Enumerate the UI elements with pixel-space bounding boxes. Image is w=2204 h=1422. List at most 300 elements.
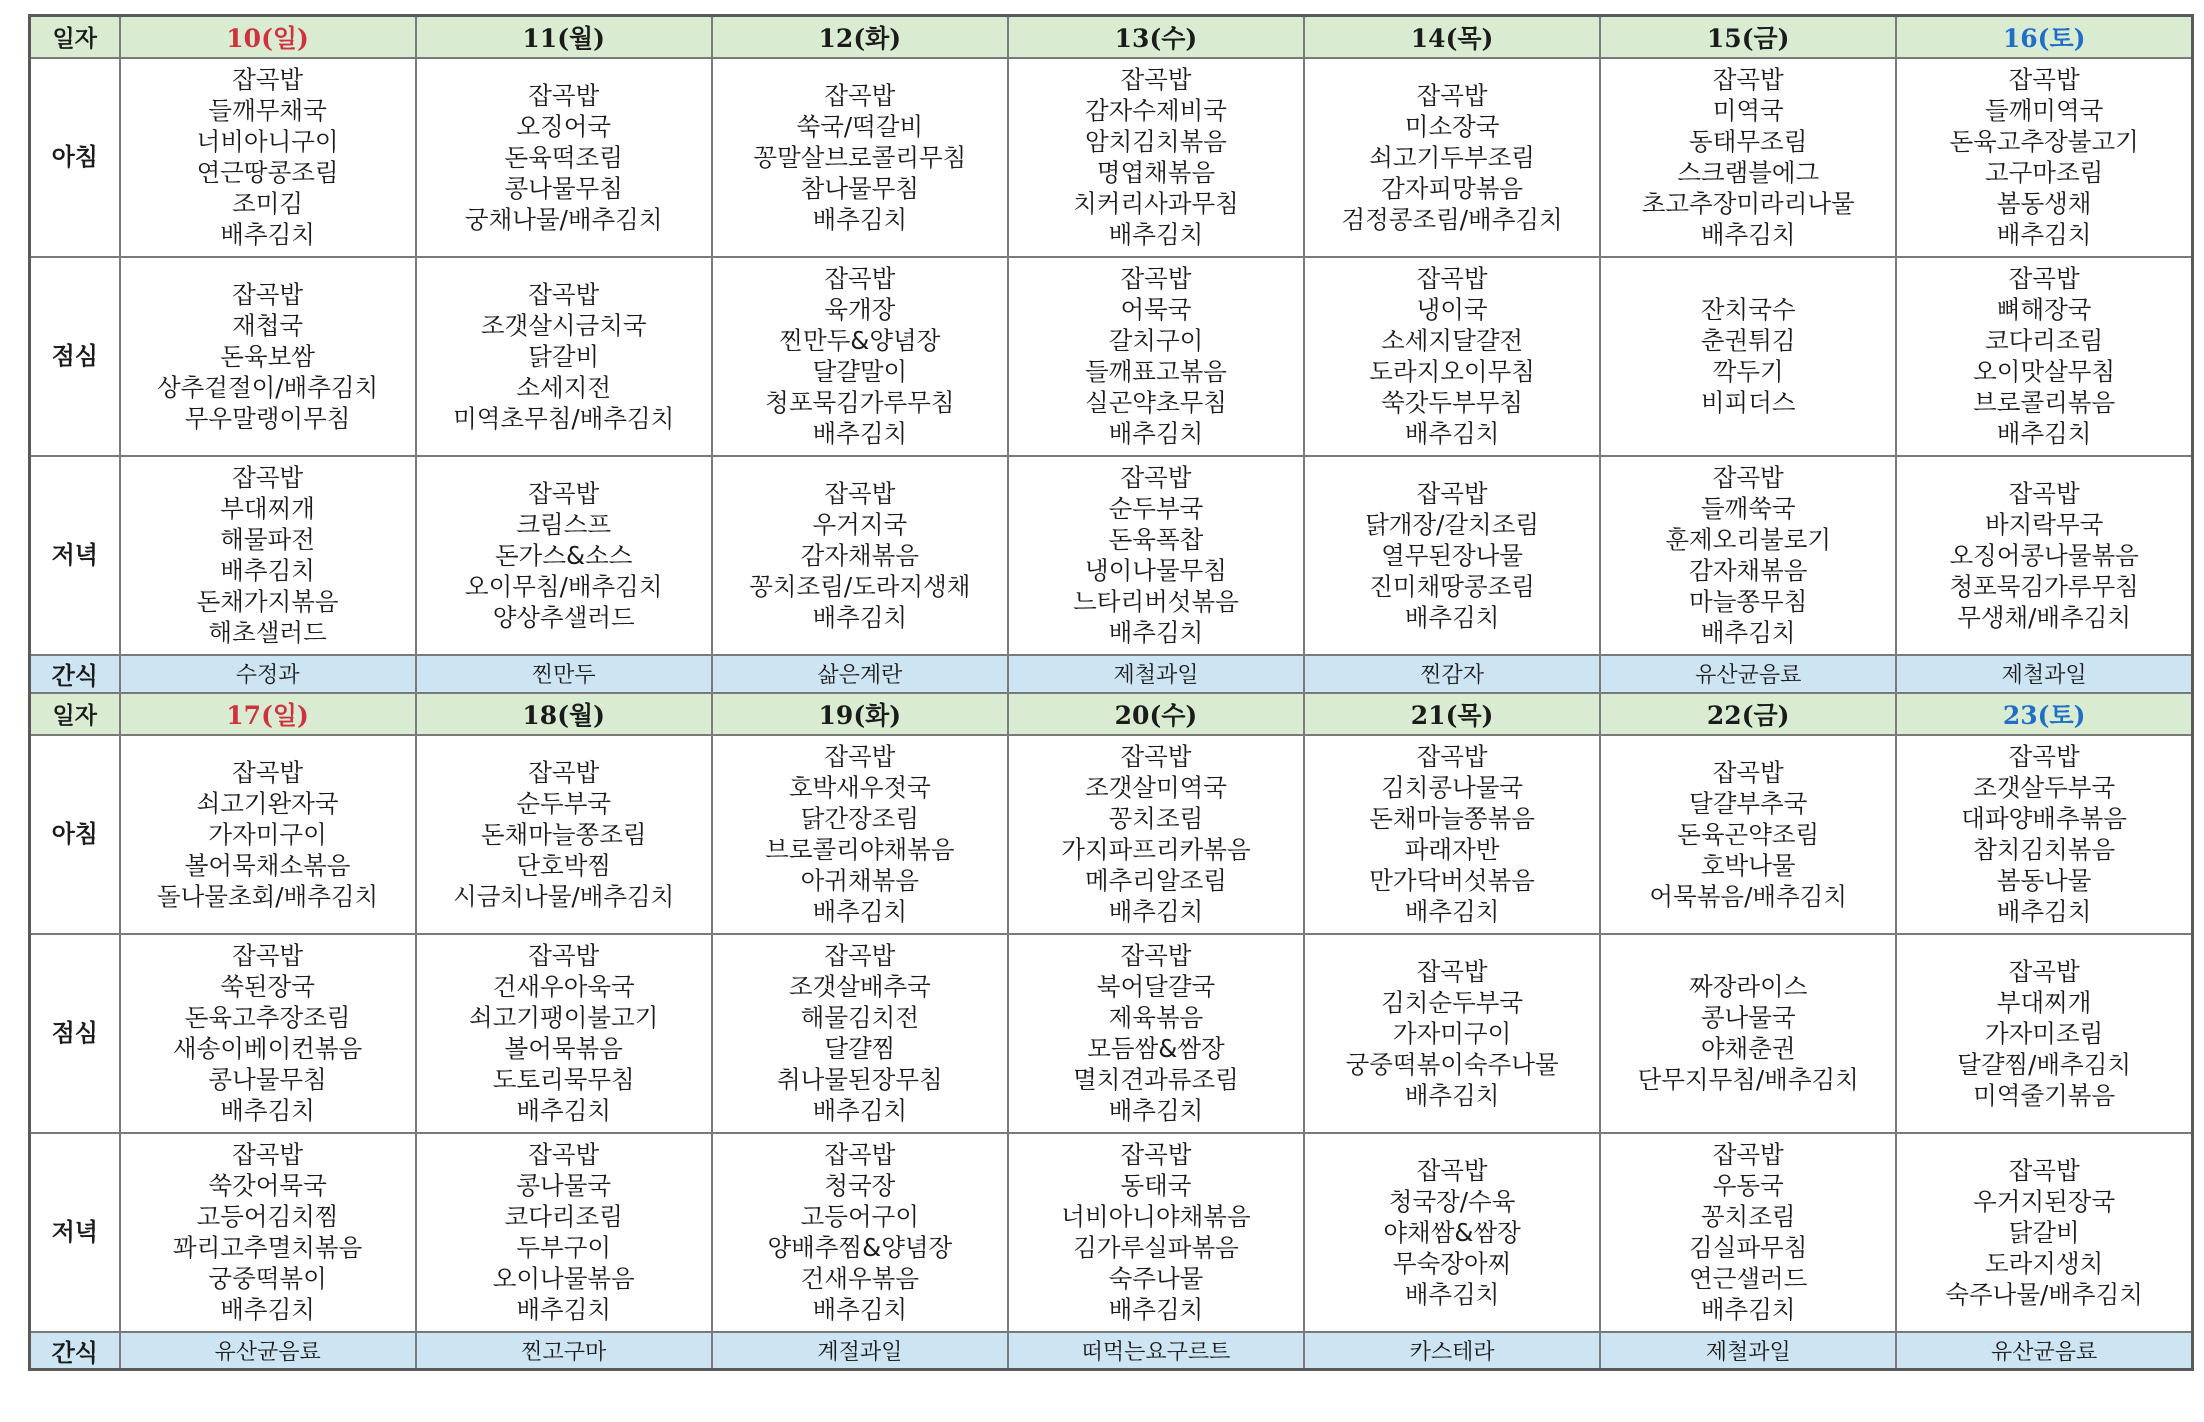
dish-item: 쑥갓어묵국 bbox=[208, 1171, 327, 1200]
date-row bbox=[30, 693, 2193, 735]
dish-item: 배추김치 bbox=[220, 556, 315, 585]
dish-item: 동태무조림 bbox=[1689, 127, 1808, 156]
dish-item: 잡곡밥 bbox=[528, 941, 600, 970]
snack-cell: 유산균음료 bbox=[1600, 655, 1896, 693]
dinner-cell bbox=[1896, 456, 2192, 655]
dish-item: 너비아니야채볶음 bbox=[1061, 1202, 1251, 1231]
dish-item: 배추김치 bbox=[1700, 1295, 1796, 1324]
dish-item: 콩나물국 bbox=[1700, 1003, 1796, 1032]
dish-item: 오이맛살무침 bbox=[1973, 357, 2116, 386]
dish-item: 잡곡밥 bbox=[2008, 264, 2080, 293]
dish-item: 닭갈비 bbox=[2008, 1217, 2080, 1247]
dish-item: 콩나물국 bbox=[516, 1171, 612, 1200]
breakfast-cell bbox=[712, 735, 1008, 934]
dish-item: 꽁치조림 bbox=[1700, 1202, 1796, 1231]
dish-item: 조갯살시금치국 bbox=[480, 310, 647, 340]
row-label-snack: 간식 bbox=[30, 655, 120, 693]
dish-item: 조갯살배추국 bbox=[788, 972, 931, 1001]
dish-item: 잡곡밥 bbox=[1416, 80, 1488, 110]
dish-item: 건새우아욱국 bbox=[492, 972, 635, 1001]
dish-item: 육개장 bbox=[824, 295, 896, 324]
dish-item: 배추김치 bbox=[220, 1295, 315, 1324]
dish-item: 무우말랭이무침 bbox=[184, 403, 351, 433]
date-header: 13(수) bbox=[1008, 16, 1304, 58]
dish-item: 오징어국 bbox=[516, 111, 612, 141]
dish-item: 제육볶음 bbox=[1108, 1003, 1204, 1032]
dish-item: 배추김치 bbox=[516, 1295, 612, 1324]
dish-item: 청국장/수육 bbox=[1388, 1186, 1516, 1216]
date-header: 11(월) bbox=[416, 16, 712, 58]
dish-item: 시금치나물/배추김치 bbox=[453, 881, 675, 911]
dish-item: 달걀말이 bbox=[812, 357, 908, 386]
dish-item: 어묵국 bbox=[1120, 295, 1192, 324]
dish-item: 잡곡밥 bbox=[2008, 1155, 2080, 1185]
dish-item: 배추김치 bbox=[812, 1096, 908, 1125]
dinner-cell bbox=[712, 1133, 1008, 1332]
row-label-dinner: 저녁 bbox=[30, 1133, 120, 1332]
dish-item: 돈육고추장조림 bbox=[184, 1003, 351, 1032]
dish-item: 잡곡밥 bbox=[1120, 941, 1192, 970]
dish-item: 잡곡밥 bbox=[1712, 757, 1784, 787]
snack-cell: 찐만두 bbox=[416, 655, 712, 693]
dish-item: 야채쌈&쌈장 bbox=[1383, 1217, 1521, 1247]
dish-item: 잡곡밥 bbox=[1416, 478, 1488, 508]
dish-item: 배추김치 bbox=[812, 1295, 908, 1324]
row-label-snack: 간식 bbox=[30, 1332, 120, 1370]
dish-item: 도토리묵무침 bbox=[492, 1065, 635, 1094]
dish-item: 들깨미역국 bbox=[1984, 96, 2104, 125]
dish-item: 춘권튀김 bbox=[1700, 326, 1796, 355]
dish-item: 배추김치 bbox=[516, 1096, 612, 1125]
breakfast-cell bbox=[1008, 735, 1304, 934]
snack-cell: 삶은계란 bbox=[712, 655, 1008, 693]
dish-item: 취나물된장무침 bbox=[777, 1065, 943, 1094]
dish-item: 냉이나물무침 bbox=[1084, 556, 1227, 585]
dish-item: 잡곡밥 bbox=[824, 1140, 896, 1169]
meal-plan bbox=[28, 14, 2194, 1371]
dish-item: 단무지무침/배추김치 bbox=[1637, 1065, 1859, 1094]
dish-item: 돈육곤약조림 bbox=[1677, 819, 1820, 849]
dish-item: 조갯살미역국 bbox=[1084, 773, 1227, 802]
dinner-cell bbox=[416, 1133, 712, 1332]
dish-item: 돈채마늘쫑조림 bbox=[480, 819, 647, 849]
date-header: 22(금) bbox=[1600, 693, 1896, 735]
dish-item: 배추김치 bbox=[1404, 602, 1500, 632]
dish-item: 궁채나물/배추김치 bbox=[464, 204, 663, 234]
dish-item: 닭개장/갈치조림 bbox=[1365, 509, 1540, 539]
dish-item: 볼어묵채소볶음 bbox=[184, 850, 351, 880]
dish-item: 쇠고기두부조림 bbox=[1369, 142, 1535, 172]
dish-item: 감자채볶음 bbox=[800, 540, 920, 570]
snack-cell: 카스테라 bbox=[1304, 1332, 1600, 1370]
dish-item: 고등어김치찜 bbox=[196, 1202, 339, 1231]
dish-item: 찐만두&양념장 bbox=[779, 326, 941, 355]
dish-item: 꽁치조림 bbox=[1108, 804, 1204, 833]
dish-item: 배추김치 bbox=[1404, 1279, 1500, 1309]
dish-item: 돌나물초회/배추김치 bbox=[156, 881, 379, 911]
dish-item: 잡곡밥 bbox=[528, 80, 600, 110]
dish-item: 돈육고추장불고기 bbox=[1949, 127, 2139, 156]
dish-item: 돈가스&소스 bbox=[494, 540, 633, 570]
dish-item: 잡곡밥 bbox=[232, 463, 304, 492]
date-header: 16(토) bbox=[1896, 16, 2192, 58]
snack-cell: 유산균음료 bbox=[1896, 1332, 2192, 1370]
dish-item: 잡곡밥 bbox=[1416, 264, 1488, 293]
dinner-row bbox=[30, 1133, 2193, 1332]
dish-item: 잡곡밥 bbox=[824, 941, 896, 970]
dish-item: 연근땅콩조림 bbox=[196, 158, 339, 187]
dish-item: 배추김치 bbox=[1108, 419, 1204, 448]
dish-item: 궁중떡볶이 bbox=[208, 1264, 327, 1293]
dish-item: 잡곡밥 bbox=[824, 478, 896, 508]
breakfast-cell bbox=[712, 58, 1008, 257]
lunch-cell bbox=[120, 934, 416, 1133]
dish-item: 잡곡밥 bbox=[232, 65, 304, 94]
dish-item: 청포묵김가루무침 bbox=[1949, 571, 2139, 601]
dish-item: 잡곡밥 bbox=[1120, 742, 1192, 771]
dish-item: 잡곡밥 bbox=[528, 1140, 600, 1169]
date-header: 14(목) bbox=[1304, 16, 1600, 58]
dish-item: 배추김치 bbox=[812, 204, 908, 234]
dish-item: 도라지오이무침 bbox=[1369, 357, 1535, 386]
lunch-cell bbox=[416, 257, 712, 456]
dish-item: 쇠고기팽이불고기 bbox=[469, 1003, 659, 1032]
lunch-cell bbox=[712, 257, 1008, 456]
dish-item: 느타리버섯볶음 bbox=[1073, 587, 1239, 616]
dish-item: 잔치국수 bbox=[1700, 295, 1796, 324]
breakfast-cell bbox=[1304, 58, 1600, 257]
dish-item: 암치김치볶음 bbox=[1084, 127, 1227, 156]
dish-item: 배추김치 bbox=[1404, 1080, 1500, 1110]
dish-item: 들깨쑥국 bbox=[1700, 494, 1796, 523]
dish-item: 우거지된장국 bbox=[1973, 1186, 2116, 1216]
snack-cell: 수정과 bbox=[120, 655, 416, 693]
lunch-cell bbox=[1008, 934, 1304, 1133]
dish-item: 쑥국/떡갈비 bbox=[796, 111, 924, 141]
dish-item: 오이나물볶음 bbox=[492, 1264, 635, 1293]
dish-item: 쑥된장국 bbox=[220, 972, 315, 1001]
dish-item: 명엽채볶음 bbox=[1096, 158, 1216, 187]
row-label-breakfast: 아침 bbox=[30, 58, 120, 257]
dish-item: 부대찌개 bbox=[1996, 987, 2092, 1017]
dish-item: 오이무침/배추김치 bbox=[464, 571, 663, 601]
snack-row bbox=[30, 655, 2193, 693]
date-row bbox=[30, 16, 2193, 58]
date-header: 15(금) bbox=[1600, 16, 1896, 58]
dish-item: 쑥갓두부무침 bbox=[1381, 388, 1524, 417]
dish-item: 배추김치 bbox=[1996, 220, 2092, 249]
dish-item: 마늘쫑무침 bbox=[1689, 587, 1808, 616]
row-label-lunch: 점심 bbox=[30, 257, 120, 456]
lunch-cell bbox=[1896, 257, 2192, 456]
dish-item: 배추김치 bbox=[812, 602, 908, 632]
dish-item: 훈제오리불로기 bbox=[1665, 525, 1832, 554]
lunch-cell bbox=[1896, 934, 2192, 1133]
dish-item: 미역초무침/배추김치 bbox=[453, 403, 675, 433]
dinner-cell bbox=[712, 456, 1008, 655]
dish-item: 달걀찜 bbox=[824, 1034, 896, 1063]
dish-item: 배추김치 bbox=[1404, 897, 1500, 926]
dish-item: 청포묵김가루무침 bbox=[765, 388, 955, 417]
dish-item: 달걀찜/배추김치 bbox=[1957, 1049, 2132, 1079]
dish-item: 미역줄기볶음 bbox=[1973, 1080, 2116, 1110]
dish-item: 재첩국 bbox=[232, 310, 304, 340]
dish-item: 부대찌개 bbox=[220, 494, 315, 523]
dinner-cell bbox=[120, 1133, 416, 1332]
dish-item: 배추김치 bbox=[1108, 618, 1204, 647]
dish-item: 배추김치 bbox=[1404, 419, 1500, 448]
dish-item: 김실파무침 bbox=[1689, 1233, 1808, 1262]
dish-item: 비피더스 bbox=[1700, 388, 1796, 417]
snack-cell: 계절과일 bbox=[712, 1332, 1008, 1370]
dish-item: 닭간장조림 bbox=[800, 804, 920, 833]
snack-cell: 찐감자 bbox=[1304, 655, 1600, 693]
breakfast-row bbox=[30, 58, 2193, 257]
dinner-cell bbox=[120, 456, 416, 655]
dish-item: 배추김치 bbox=[812, 897, 908, 926]
dish-item: 우거지국 bbox=[812, 509, 908, 539]
dish-item: 조갯살두부국 bbox=[1973, 773, 2116, 802]
lunch-cell bbox=[1600, 257, 1896, 456]
row-label-breakfast: 아침 bbox=[30, 735, 120, 934]
dish-item: 동태국 bbox=[1120, 1171, 1192, 1200]
dish-item: 돈육폭찹 bbox=[1108, 525, 1204, 554]
dish-item: 브로콜리볶음 bbox=[1973, 388, 2116, 417]
dish-item: 해물김치전 bbox=[800, 1003, 920, 1032]
dish-item: 너비아니구이 bbox=[196, 127, 339, 156]
dinner-cell bbox=[1008, 456, 1304, 655]
lunch-cell bbox=[1008, 257, 1304, 456]
dish-item: 순두부국 bbox=[1108, 494, 1204, 523]
dinner-cell bbox=[1008, 1133, 1304, 1332]
dish-item: 열무된장나물 bbox=[1381, 540, 1524, 570]
date-header: 23(토) bbox=[1896, 693, 2192, 735]
dish-item: 잡곡밥 bbox=[2008, 956, 2080, 986]
dish-item: 브로콜리야채볶음 bbox=[765, 835, 955, 864]
lunch-cell bbox=[712, 934, 1008, 1133]
dinner-cell bbox=[1304, 456, 1600, 655]
dish-item: 해물파전 bbox=[220, 525, 315, 554]
dish-item: 가지파프리카볶음 bbox=[1061, 835, 1251, 864]
dish-item: 배추김치 bbox=[220, 220, 315, 249]
dish-item: 두부구이 bbox=[516, 1233, 612, 1262]
dish-item: 잡곡밥 bbox=[824, 742, 896, 771]
snack-row bbox=[30, 1332, 2193, 1370]
dish-item: 배추김치 bbox=[1996, 897, 2092, 926]
dish-item: 조미김 bbox=[232, 189, 304, 218]
lunch-cell bbox=[120, 257, 416, 456]
snack-cell: 제철과일 bbox=[1896, 655, 2192, 693]
date-header: 21(목) bbox=[1304, 693, 1600, 735]
dish-item: 감자채볶음 bbox=[1689, 556, 1808, 585]
dish-item: 잡곡밥 bbox=[824, 264, 896, 293]
dish-item: 배추김치 bbox=[1700, 618, 1796, 647]
dish-item: 바지락무국 bbox=[1984, 509, 2104, 539]
dish-item: 건새우볶음 bbox=[800, 1264, 920, 1293]
row-label-lunch: 점심 bbox=[30, 934, 120, 1133]
dish-item: 잡곡밥 bbox=[528, 279, 600, 309]
dinner-row bbox=[30, 456, 2193, 655]
dish-item: 치커리사과무침 bbox=[1073, 189, 1239, 218]
dish-item: 단호박찜 bbox=[516, 850, 612, 880]
dish-item: 검정콩조림/배추김치 bbox=[1341, 204, 1563, 234]
dish-item: 김치순두부국 bbox=[1381, 987, 1524, 1017]
dish-item: 잡곡밥 bbox=[1416, 1155, 1488, 1185]
dish-item: 진미채땅콩조림 bbox=[1369, 571, 1535, 601]
dish-item: 돈육보쌈 bbox=[220, 341, 315, 371]
dish-item: 잡곡밥 bbox=[1712, 463, 1784, 492]
date-header: 18(월) bbox=[416, 693, 712, 735]
dish-item: 아귀채볶음 bbox=[800, 866, 920, 895]
dish-item: 잡곡밥 bbox=[232, 941, 304, 970]
dish-item: 어묵볶음/배추김치 bbox=[1649, 881, 1848, 911]
lunch-cell bbox=[416, 934, 712, 1133]
dish-item: 만가닥버섯볶음 bbox=[1369, 866, 1535, 895]
dish-item: 잡곡밥 bbox=[1120, 65, 1192, 94]
dish-item: 순두부국 bbox=[516, 788, 612, 818]
dish-item: 김가루실파볶음 bbox=[1073, 1233, 1239, 1262]
dish-item: 깍두기 bbox=[1712, 357, 1784, 386]
snack-cell: 제철과일 bbox=[1600, 1332, 1896, 1370]
lunch-cell bbox=[1304, 934, 1600, 1133]
dish-item: 잡곡밥 bbox=[1712, 1140, 1784, 1169]
dish-item: 잡곡밥 bbox=[528, 478, 600, 508]
dish-item: 배추김치 bbox=[1108, 897, 1204, 926]
dinner-cell bbox=[1600, 1133, 1896, 1332]
dish-item: 배추김치 bbox=[220, 1096, 315, 1125]
dish-item: 미소장국 bbox=[1404, 111, 1500, 141]
date-header: 17(일) bbox=[120, 693, 416, 735]
date-header: 19(화) bbox=[712, 693, 1008, 735]
lunch-cell bbox=[1304, 257, 1600, 456]
dish-item: 호박나물 bbox=[1700, 850, 1796, 880]
dish-item: 쇠고기완자국 bbox=[196, 788, 339, 818]
breakfast-cell bbox=[416, 58, 712, 257]
dish-item: 새송이베이컨볶음 bbox=[172, 1034, 363, 1063]
row-label-date: 일자 bbox=[30, 16, 120, 58]
row-label-dinner: 저녁 bbox=[30, 456, 120, 655]
lunch-row bbox=[30, 934, 2193, 1133]
lunch-cell bbox=[1600, 934, 1896, 1133]
dinner-cell bbox=[1896, 1133, 2192, 1332]
dish-item: 배추김치 bbox=[1108, 1096, 1204, 1125]
dish-item: 뼈해장국 bbox=[1996, 295, 2092, 324]
breakfast-cell bbox=[1304, 735, 1600, 934]
dish-item: 짜장라이스 bbox=[1689, 972, 1808, 1001]
breakfast-cell bbox=[416, 735, 712, 934]
dish-item: 가자미구이 bbox=[1392, 1018, 1512, 1048]
dish-item: 꽁치조림/도라지생채 bbox=[749, 571, 971, 601]
snack-cell: 떠먹는요구르트 bbox=[1008, 1332, 1304, 1370]
dish-item: 대파양배추볶음 bbox=[1961, 804, 2127, 833]
dish-item: 잡곡밥 bbox=[2008, 742, 2080, 771]
dish-item: 냉이국 bbox=[1416, 295, 1488, 324]
lunch-row bbox=[30, 257, 2193, 456]
dish-item: 양상추샐러드 bbox=[492, 602, 635, 632]
dish-item: 돈채가지볶음 bbox=[196, 587, 339, 616]
breakfast-row bbox=[30, 735, 2193, 934]
dish-item: 돈채마늘쫑볶음 bbox=[1369, 804, 1535, 833]
dish-item: 잡곡밥 bbox=[1416, 956, 1488, 986]
dish-item: 참치김치볶음 bbox=[1973, 835, 2116, 864]
dish-item: 연근샐러드 bbox=[1689, 1264, 1808, 1293]
dish-item: 코다리조림 bbox=[504, 1202, 623, 1231]
dish-item: 가자미조림 bbox=[1984, 1018, 2104, 1048]
dish-item: 김치콩나물국 bbox=[1381, 773, 1524, 802]
breakfast-cell bbox=[1896, 58, 2192, 257]
dish-item: 무숙장아찌 bbox=[1392, 1248, 1512, 1278]
dish-item: 도라지생치 bbox=[1984, 1248, 2104, 1278]
breakfast-cell bbox=[120, 58, 416, 257]
dish-item: 봄동생채 bbox=[1996, 189, 2092, 218]
dish-item: 청국장 bbox=[824, 1171, 896, 1200]
dish-item: 상추겉절이/배추김치 bbox=[156, 372, 379, 402]
dinner-cell bbox=[1600, 456, 1896, 655]
dish-item: 해초샐러드 bbox=[208, 618, 327, 647]
dish-item: 들깨표고볶음 bbox=[1084, 357, 1227, 386]
dish-item: 갈치구이 bbox=[1108, 326, 1204, 355]
dish-item: 배추김치 bbox=[812, 419, 908, 448]
dish-item: 숙주나물/배추김치 bbox=[1945, 1279, 2143, 1309]
dish-item: 잡곡밥 bbox=[1120, 463, 1192, 492]
dish-item: 파래자반 bbox=[1404, 835, 1500, 864]
dish-item: 북어달걀국 bbox=[1096, 972, 1216, 1001]
dish-item: 잡곡밥 bbox=[2008, 65, 2080, 94]
breakfast-cell bbox=[1896, 735, 2192, 934]
breakfast-cell bbox=[1600, 58, 1896, 257]
breakfast-cell bbox=[1008, 58, 1304, 257]
dish-item: 잡곡밥 bbox=[2008, 478, 2080, 508]
dish-item: 참나물무침 bbox=[800, 173, 920, 203]
snack-cell: 유산균음료 bbox=[120, 1332, 416, 1370]
dish-item: 달걀부추국 bbox=[1689, 788, 1808, 818]
dish-item: 야채춘권 bbox=[1700, 1034, 1796, 1063]
snack-cell: 찐고구마 bbox=[416, 1332, 712, 1370]
dish-item: 멸치견과류조림 bbox=[1073, 1065, 1239, 1094]
dish-item: 실곤약초무침 bbox=[1084, 388, 1227, 417]
dish-item: 잡곡밥 bbox=[1712, 65, 1784, 94]
dish-item: 배추김치 bbox=[1108, 220, 1204, 249]
dish-item: 꽁말살브로콜리무침 bbox=[753, 142, 967, 172]
dish-item: 무생채/배추김치 bbox=[1957, 602, 2132, 632]
dish-item: 궁중떡볶이숙주나물 bbox=[1345, 1049, 1559, 1079]
dish-item: 미역국 bbox=[1712, 96, 1784, 125]
dish-item: 봄동나물 bbox=[1996, 866, 2092, 895]
date-header: 10(일) bbox=[120, 16, 416, 58]
dish-item: 볼어묵볶음 bbox=[504, 1034, 623, 1063]
dish-item: 잡곡밥 bbox=[528, 757, 600, 787]
breakfast-cell bbox=[120, 735, 416, 934]
dish-item: 모듬쌈&쌈장 bbox=[1087, 1034, 1225, 1063]
dish-item: 잡곡밥 bbox=[824, 80, 896, 110]
dish-item: 배추김치 bbox=[1700, 220, 1796, 249]
date-header: 20(수) bbox=[1008, 693, 1304, 735]
dish-item: 스크램블에그 bbox=[1677, 158, 1820, 187]
dish-item: 닭갈비 bbox=[528, 341, 600, 371]
dish-item: 고등어구이 bbox=[800, 1202, 920, 1231]
dish-item: 콩나물무침 bbox=[208, 1065, 327, 1094]
snack-cell: 제철과일 bbox=[1008, 655, 1304, 693]
dish-item: 코다리조림 bbox=[1984, 326, 2104, 355]
dish-item: 배추김치 bbox=[1108, 1295, 1204, 1324]
date-header: 12(화) bbox=[712, 16, 1008, 58]
dish-item: 잡곡밥 bbox=[1120, 1140, 1192, 1169]
dish-item: 호박새우젓국 bbox=[788, 773, 931, 802]
dish-item: 잡곡밥 bbox=[1120, 264, 1192, 293]
dish-item: 우동국 bbox=[1712, 1171, 1784, 1200]
dish-item: 소세지달걀전 bbox=[1381, 326, 1524, 355]
dinner-cell bbox=[1304, 1133, 1600, 1332]
